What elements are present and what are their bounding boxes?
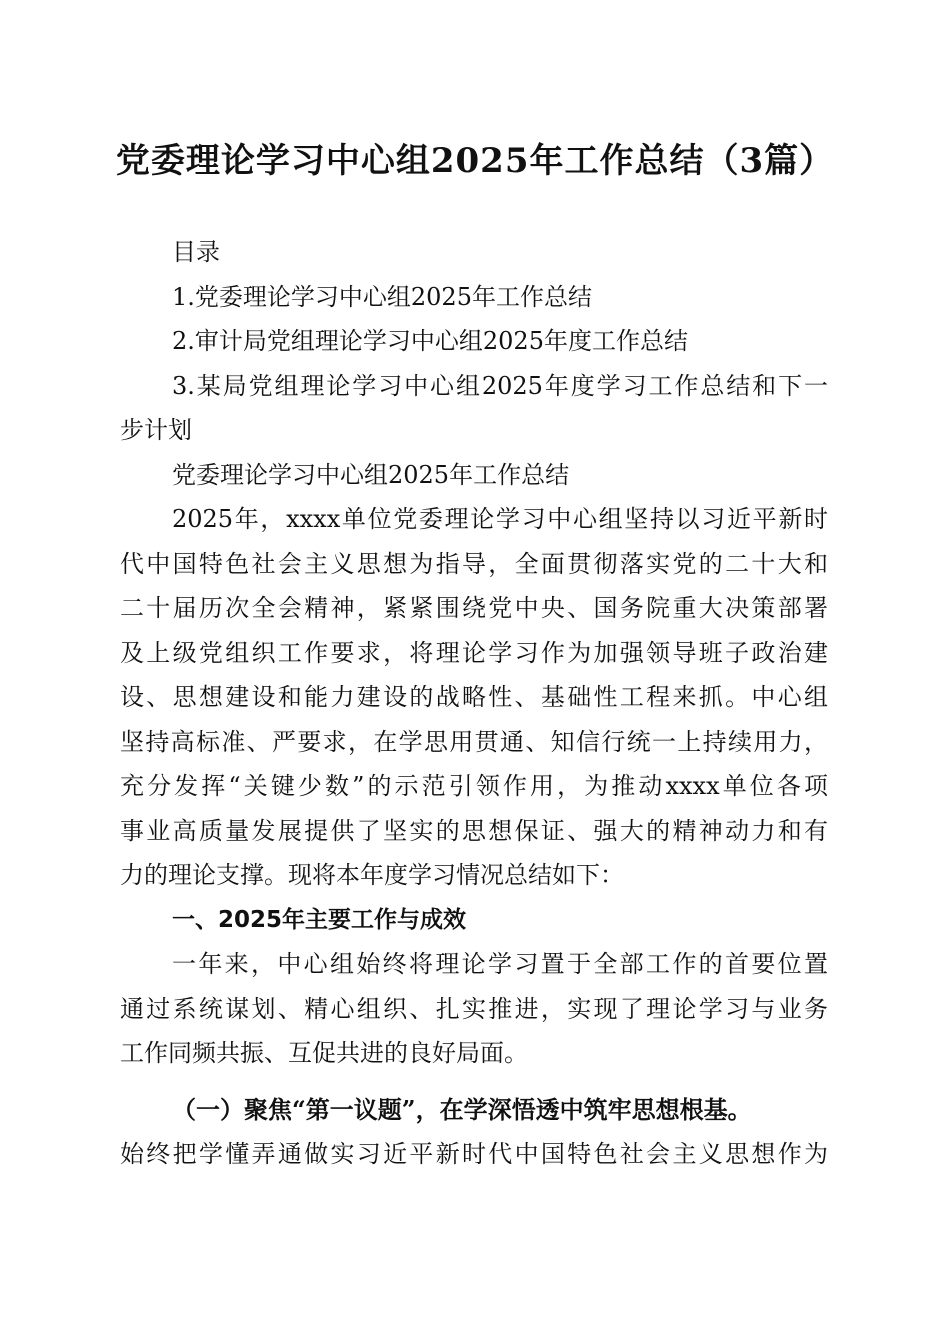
paragraph-line: 二十届历次全会精神，紧紧围绕党中央、国务院重大决策部署 <box>120 594 828 622</box>
document-title: 党委理论学习中心组2025年工作总结（3篇） <box>115 141 835 181</box>
paragraph-line: 始终把学懂弄通做实习近平新时代中国特色社会主义思想作为 <box>120 1140 828 1168</box>
paragraph-line: 工作同频共振、互促共进的良好局面。 <box>120 1039 528 1067</box>
paragraph-line: 2025年，xxxx单位党委理论学习中心组坚持以习近平新时 <box>172 505 828 533</box>
toc-heading: 目录 <box>172 238 220 266</box>
paragraph-line: 通过系统谋划、精心组织、扎实推进，实现了理论学习与业务 <box>120 994 828 1023</box>
toc-item: 1.党委理论学习中心组2025年工作总结 <box>172 282 592 311</box>
paragraph-line: 代中国特色社会主义思想为指导，全面贯彻落实党的二十大和 <box>120 549 828 578</box>
heading-level-1: 一、2025年主要工作与成效 <box>172 906 467 933</box>
paragraph-line: 设、思想建设和能力建设的战略性、基础性工程来抓。中心组 <box>120 683 828 711</box>
paragraph-line: 力的理论支撑。现将本年度学习情况总结如下： <box>120 861 624 889</box>
section-title: 党委理论学习中心组2025年工作总结 <box>172 460 570 489</box>
heading-level-2: （一）聚焦“第一议题”，在学深悟透中筑牢思想根基。 <box>172 1094 752 1124</box>
toc-item: 2.审计局党组理论学习中心组2025年度工作总结 <box>172 327 688 355</box>
paragraph-line: 一年来，中心组始终将理论学习置于全部工作的首要位置 <box>172 950 828 978</box>
toc-item: 3.某局党组理论学习中心组2025年度学习工作总结和下一 <box>172 371 828 400</box>
document-body <box>120 230 828 1177</box>
paragraph-line: 坚持高标准、严要求，在学思用贯通、知信行统一上持续用力， <box>120 727 828 756</box>
paragraph-line: 及上级党组织工作要求，将理论学习作为加强领导班子政治建 <box>120 638 828 667</box>
paragraph-line: 事业高质量发展提供了坚实的思想保证、强大的精神动力和有 <box>120 816 828 845</box>
paragraph-line: 充分发挥“关键少数”的示范引领作用，为推动xxxx单位各项 <box>120 772 828 800</box>
paragraph-spacer <box>120 1076 828 1088</box>
toc-item-continuation: 步计划 <box>120 416 192 444</box>
